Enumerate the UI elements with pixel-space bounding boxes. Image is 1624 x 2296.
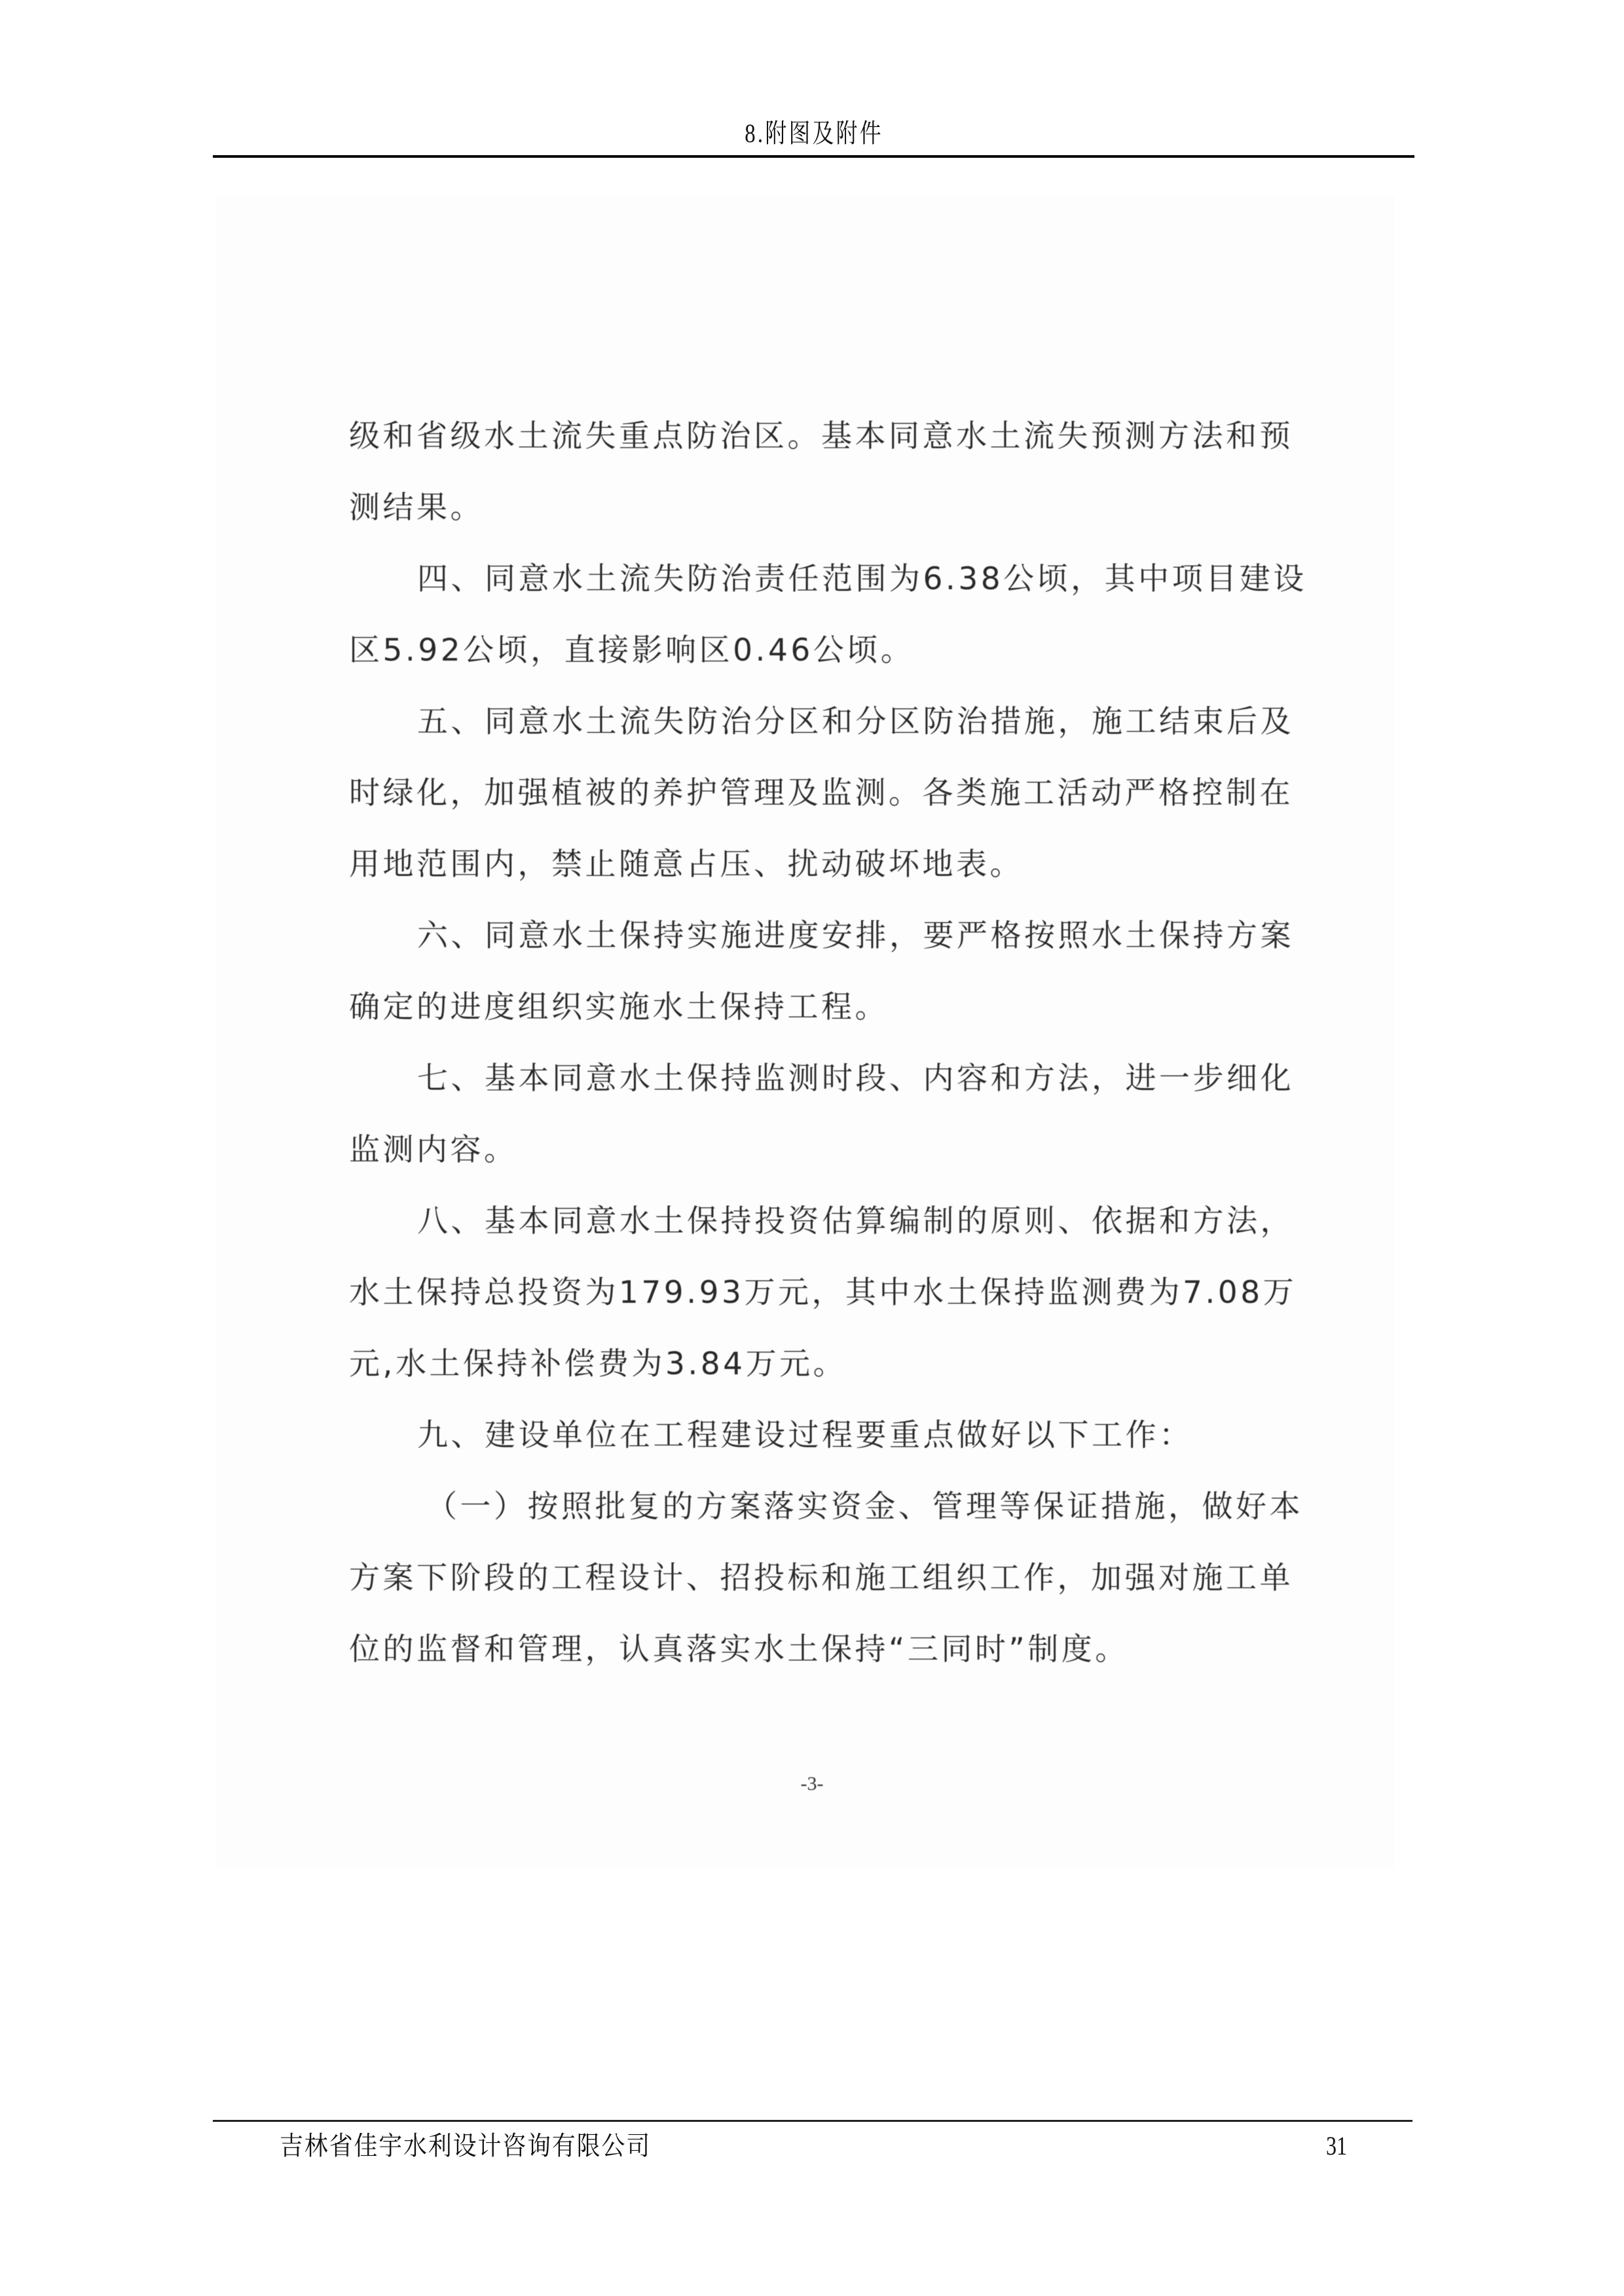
paragraph-line-item-4: 四、同意水土流失防治责任范围为6.38公顷，其中项目建设 <box>417 561 1307 597</box>
paragraph-line: 监测内容。 <box>349 1132 518 1168</box>
paragraph-line: 测结果。 <box>349 490 484 526</box>
paragraph-line: 区5.92公顷，直接影响区0.46公顷。 <box>349 632 915 668</box>
paragraph-line-subitem-1: （一）按照批复的方案落实资金、管理等保证措施，做好本 <box>426 1489 1303 1525</box>
page-header <box>213 115 1414 155</box>
paragraph-line: 方案下阶段的工程设计、招投标和施工组织工作，加强对施工单 <box>349 1560 1293 1596</box>
paragraph-line-item-7: 七、基本同意水土保持监测时段、内容和方法，进一步细化 <box>417 1061 1294 1097</box>
paragraph-line-item-9: 九、建设单位在工程建设过程要重点做好以下工作： <box>417 1417 1193 1453</box>
paragraph-line-item-5: 五、同意水土流失防治分区和分区防治措施，施工结束后及 <box>417 704 1294 740</box>
paragraph-line: 用地范围内，禁止随意占压、扰动破坏地表。 <box>349 847 1024 883</box>
footer-page-number: 31 <box>1326 2131 1347 2160</box>
paragraph-line: 级和省级水土流失重点防治区。基本同意水土流失预测方法和预 <box>349 418 1293 454</box>
header-divider <box>213 155 1414 158</box>
paragraph-line-item-8: 八、基本同意水土保持投资估算编制的原则、依据和方法， <box>417 1203 1294 1239</box>
paragraph-line-item-6: 六、同意水土保持实施进度安排，要严格按照水土保持方案 <box>417 918 1294 954</box>
footer-company-name: 吉林省佳宇水利设计咨询有限公司 <box>280 2131 651 2160</box>
paragraph-line: 时绿化，加强植被的养护管理及监测。各类施工活动严格控制在 <box>349 775 1293 811</box>
section-title: 8.附图及附件 <box>744 118 883 148</box>
footer-divider <box>213 2120 1412 2122</box>
scanned-page-number: -3- <box>800 1773 824 1795</box>
paragraph-line: 水土保持总投资为179.93万元，其中水土保持监测费为7.08万 <box>349 1275 1297 1311</box>
paragraph-line: 确定的进度组织实施水土保持工程。 <box>349 989 889 1025</box>
document-body <box>349 401 1307 1685</box>
paragraph-line: 元,水土保持补偿费为3.84万元。 <box>349 1346 847 1382</box>
paragraph-line: 位的监督和管理，认真落实水土保持“三同时”制度。 <box>349 1631 1129 1667</box>
